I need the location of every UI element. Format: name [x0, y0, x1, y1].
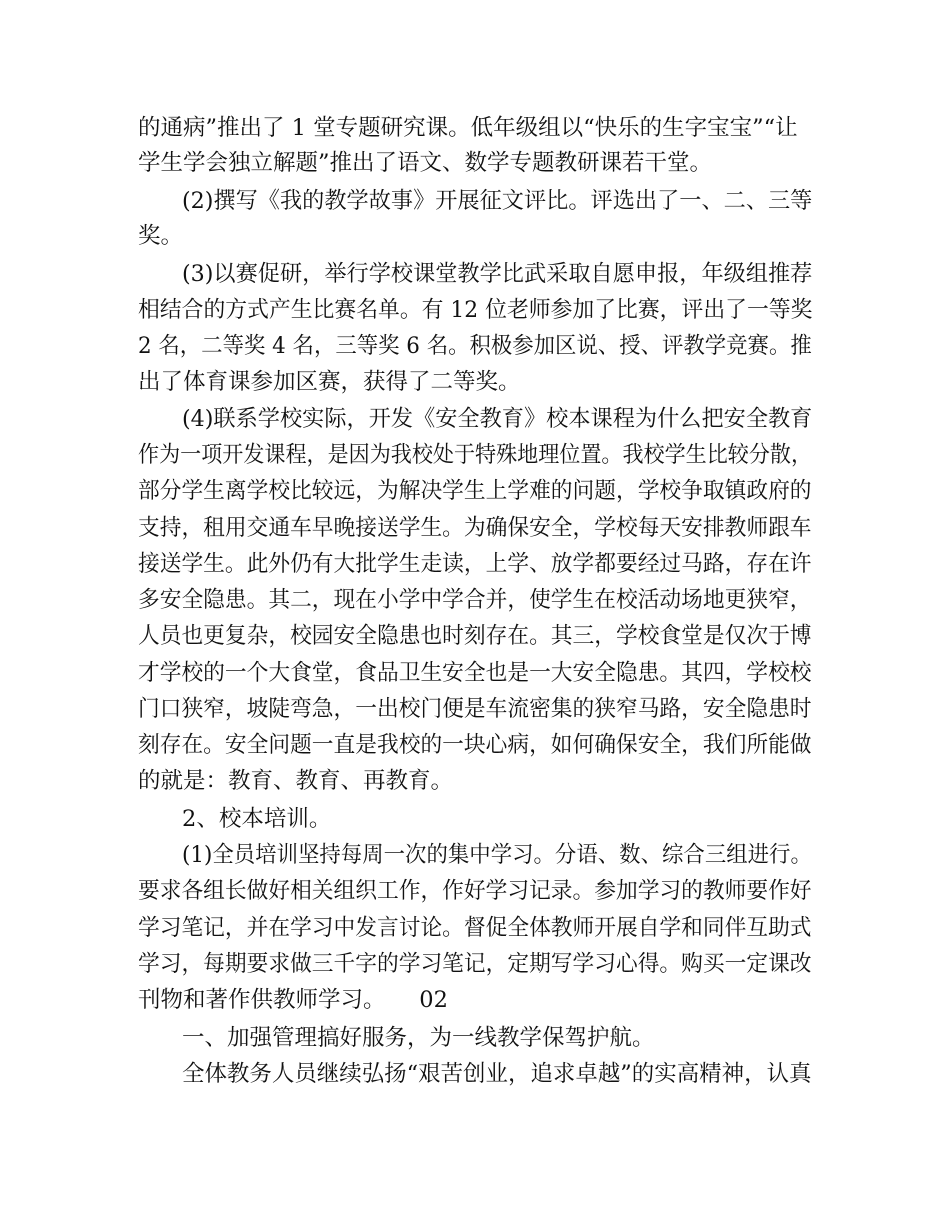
text-line: (4)联系学校实际，开发《安全教育》校本课程为什么把安全教育: [182, 406, 813, 432]
text-line: (3)以赛促研，举行学校课堂教学比武采取自愿申报，年级组推荐: [182, 261, 813, 287]
text-line: 作为一项开发课程，是因为我校处于特殊地理位置。我校学生比较分散，: [138, 442, 813, 468]
section-heading: 2、校本培训。: [182, 806, 332, 832]
text-line: 部分学生离学校比较远，为解决学生上学难的问题，学校争取镇政府的: [138, 478, 812, 504]
text-line: 支持，租用交通车早晚接送学生。为确保安全，学校每天安排教师跟车: [138, 515, 812, 541]
text-line: 相结合的方式产生比赛名单。有 12 位老师参加了比赛，评出了一等奖: [138, 297, 813, 323]
text-line: 全体教务人员继续弘扬“艰苦创业，追求卓越”的实高精神，认真: [182, 1061, 812, 1087]
section-heading: 一、加强管理搞好服务，为一线教学保驾护航。: [182, 1025, 655, 1051]
text-line: (1)全员培训坚持每周一次的集中学习。分语、数、综合三组进行。: [182, 842, 812, 868]
text-line: 学习，每期要求做三千字的学习笔记，定期写学习心得。购买一定课改: [138, 951, 812, 977]
text-line: 的就是：教育、教育、再教育。: [138, 768, 454, 794]
text-line: 门口狭窄，坡陡弯急，一出校门便是车流密集的狭窄马路，安全隐患时: [138, 696, 812, 722]
text-line: 奖。: [138, 223, 184, 249]
text-line: (2)撰写《我的教学故事》开展征文评比。评选出了一、二、三等: [182, 188, 813, 214]
text-line: 学习笔记，并在学习中发言讨论。督促全体教师开展自学和同伴互助式: [138, 915, 812, 941]
text-line: 接送学生。此外仍有大批学生走读，上学、放学都要经过马路，存在许: [138, 551, 812, 577]
text-line: 刻存在。安全问题一直是我校的一块心病，如何确保安全，我们所能做: [138, 732, 812, 758]
text-line: 刊物和著作供教师学习。 02: [138, 987, 448, 1013]
text-line: 人员也更复杂，校园安全隐患也时刻存在。其三，学校食堂是仅次于博: [138, 623, 812, 649]
text-line: 出了体育课参加区赛，获得了二等奖。: [138, 369, 521, 395]
text-line: 多安全隐患。其二，现在小学中学合并，使学生在校活动场地更狭窄，: [138, 587, 812, 613]
text-line: 的通病”推出了 1 堂专题研究课。低年级组以“快乐的生字宝宝”“让: [138, 115, 798, 141]
text-line: 要求各组长做好相关组织工作，作好学习记录。参加学习的教师要作好: [138, 878, 812, 904]
text-line: 才学校的一个大食堂，食品卫生安全也是一大安全隐患。其四，学校校: [138, 660, 812, 686]
text-line: 学生学会独立解题”推出了语文、数学专题教研课若干堂。: [138, 150, 713, 176]
text-line: 2 名，二等奖 4 名，三等奖 6 名。积极参加区说、授、评教学竞赛。推: [138, 333, 812, 359]
